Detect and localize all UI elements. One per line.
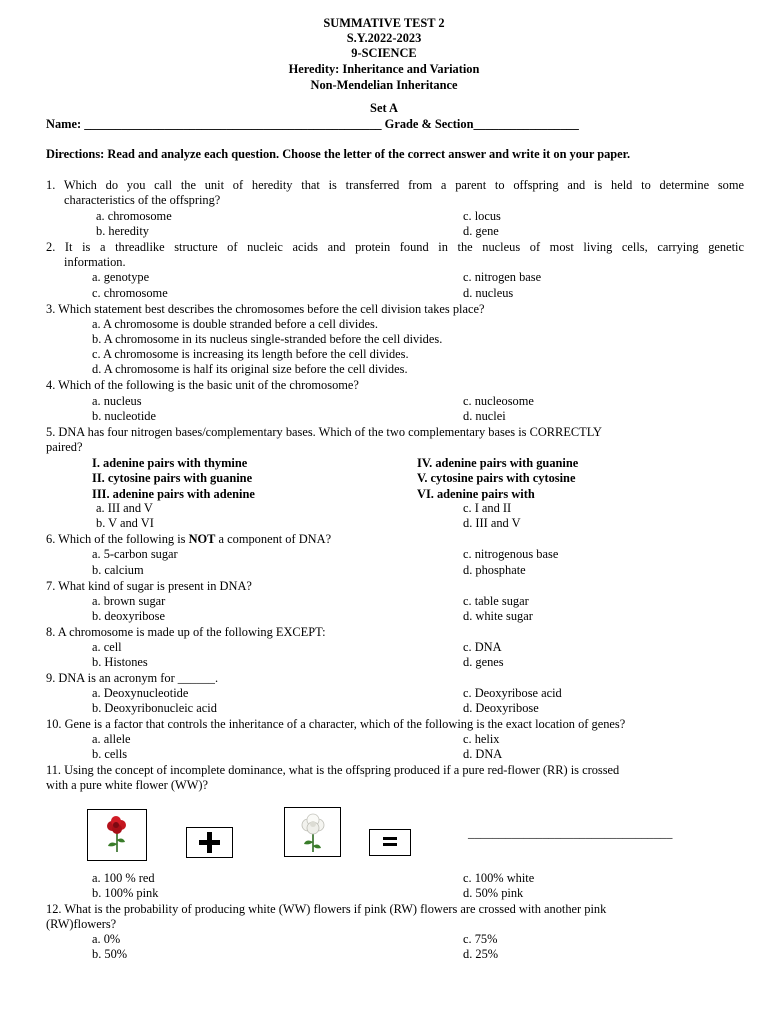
q10-option-c: c. helix xyxy=(463,732,500,746)
q2-option-d: d. nucleus xyxy=(463,286,514,300)
q5-item-iii: III. adenine pairs with adenine xyxy=(92,487,255,501)
q12-option-a: a. 0% xyxy=(92,932,121,946)
q11-answer-blank: _________________________________ xyxy=(468,826,673,840)
q5-item-i: I. adenine pairs with thymine xyxy=(92,456,248,470)
q5-item-ii: II. cytosine pairs with guanine xyxy=(92,471,253,485)
q5-option-c: c. I and II xyxy=(463,501,512,515)
q9-option-a: a. Deoxynucleotide xyxy=(92,686,189,700)
q10-text: 10. Gene is a factor that controls the inheritance of a character, which of the following is the exact location of genes? xyxy=(46,717,626,731)
q1-option-b: b. heredity xyxy=(96,224,149,238)
q3-option-a: a. A chromosome is double stranded before a cell divides. xyxy=(92,317,378,331)
q6-option-d: d. phosphate xyxy=(463,563,526,577)
q6-text-bold: NOT xyxy=(188,532,216,546)
subtopic: Non-Mendelian Inheritance xyxy=(310,78,458,92)
q6-text-pre: 6. Which of the following is xyxy=(46,532,189,546)
q8-text: 8. A chromosome is made up of the following EXCEPT: xyxy=(46,625,326,639)
q1-option-c: c. locus xyxy=(463,209,501,223)
q7-text: 7. What kind of sugar is present in DNA? xyxy=(46,579,252,593)
q4-option-a: a. nucleus xyxy=(92,394,142,408)
q8-option-d: d. genes xyxy=(463,655,504,669)
red-flower-box xyxy=(87,809,147,861)
q7-option-c: c. table sugar xyxy=(463,594,529,608)
q5-text-line2: paired? xyxy=(46,440,83,454)
q3-option-c: c. A chromosome is increasing its length before the cell divides. xyxy=(92,347,409,361)
q12-option-b: b. 50% xyxy=(92,947,128,961)
q6-option-c: c. nitrogenous base xyxy=(463,547,559,561)
q2-option-b: c. chromosome xyxy=(92,286,168,300)
q11-option-b: b. 100% pink xyxy=(92,886,159,900)
q8-option-a: a. cell xyxy=(92,640,122,654)
q2-option-a: a. genotype xyxy=(92,270,150,284)
q7-option-d: d. white sugar xyxy=(463,609,533,623)
q10-option-d: d. DNA xyxy=(463,747,503,761)
q3-option-b: b. A chromosome in its nucleus single-stranded before the cell divides. xyxy=(92,332,443,346)
plus-icon xyxy=(187,828,232,857)
q12-text-line2: (RW)flowers? xyxy=(46,917,117,931)
equals-box xyxy=(369,829,411,856)
q11-text-line1: 11. Using the concept of incomplete dominance, what is the offspring produced if a pure red-flower (RR) is crossed xyxy=(46,763,620,777)
q11-option-a: a. 100 % red xyxy=(92,871,155,885)
q2-text-line2: information. xyxy=(64,255,126,269)
q4-option-b: b. nucleotide xyxy=(92,409,156,423)
q9-option-d: d. Deoxyribose xyxy=(463,701,539,715)
school-year: S.Y.2022-2023 xyxy=(346,31,422,45)
directions: Directions: Read and analyze each question. Choose the letter of the correct answer and write it on your paper. xyxy=(46,147,631,161)
red-rose-icon xyxy=(88,810,146,860)
q7-option-a: a. brown sugar xyxy=(92,594,166,608)
q11-option-c: c. 100% white xyxy=(463,871,535,885)
q12-text-line1: 12. What is the probability of producing white (WW) flowers if pink (RW) flowers are crossed with another pink xyxy=(46,902,607,916)
q6-text-post: a component of DNA? xyxy=(215,532,332,546)
q12-option-c: c. 75% xyxy=(463,932,498,946)
q11-option-d: d. 50% pink xyxy=(463,886,524,900)
q4-option-d: d. nuclei xyxy=(463,409,506,423)
white-flower-box xyxy=(284,807,341,857)
q5-option-a: a. III and V xyxy=(96,501,153,515)
q8-option-c: c. DNA xyxy=(463,640,502,654)
q10-option-b: b. cells xyxy=(92,747,128,761)
q4-text: 4. Which of the following is the basic unit of the chromosome? xyxy=(46,378,359,392)
q10-option-a: a. allele xyxy=(92,732,131,746)
white-rose-icon xyxy=(285,808,340,856)
q2-text-line1: 2. It is a threadlike structure of nucleic acids and protein found in the nucleus of most living cells, carrying genetic xyxy=(46,240,744,254)
q3-text: 3. Which statement best describes the chromosomes before the cell division takes place? xyxy=(46,302,485,316)
name-grade-line xyxy=(46,117,579,132)
q6-option-a: a. 5-carbon sugar xyxy=(92,547,178,561)
q5-item-v: V. cytosine pairs with cytosine xyxy=(417,471,576,485)
q2-option-c: c. nitrogen base xyxy=(463,270,542,284)
q5-option-b: b. V and VI xyxy=(96,516,154,530)
q1-text-line1: 1. Which do you call the unit of heredity that is transferred from a parent to offspring and is held to determine some xyxy=(46,178,744,192)
q5-item-vi: VI. adenine pairs with xyxy=(417,487,535,501)
q5-option-d: d. III and V xyxy=(463,516,521,530)
q7-option-b: b. deoxyribose xyxy=(92,609,165,623)
topic: Heredity: Inheritance and Variation xyxy=(288,62,480,76)
q6-text xyxy=(46,532,331,547)
q1-option-d: d. gene xyxy=(463,224,499,238)
q9-option-c: c. Deoxyribose acid xyxy=(463,686,562,700)
test-title: SUMMATIVE TEST 2 xyxy=(323,16,445,30)
equals-icon xyxy=(370,830,410,855)
q8-option-b: b. Histones xyxy=(92,655,148,669)
plus-box xyxy=(186,827,233,858)
q11-text-line2: with a pure white flower (WW)? xyxy=(46,778,209,792)
q4-option-c: c. nucleosome xyxy=(463,394,534,408)
q5-text-line1: 5. DNA has four nitrogen bases/complementary bases. Which of the two complementary bases is CORRECTLY xyxy=(46,425,602,439)
q12-option-d: d. 25% xyxy=(463,947,499,961)
grade-section-blank: _________________ xyxy=(473,117,579,131)
name-blank: ________________________________________________ xyxy=(84,117,382,131)
q5-item-iv: IV. adenine pairs with guanine xyxy=(417,456,579,470)
q3-option-d: d. A chromosome is half its original size before the cell divides. xyxy=(92,362,408,376)
name-label: Name: xyxy=(46,117,85,131)
q1-text-line2: characteristics of the offspring? xyxy=(64,193,221,207)
subject: 9-SCIENCE xyxy=(351,46,417,60)
q9-text: 9. DNA is an acronym for ______. xyxy=(46,671,219,685)
grade-section-label: Grade & Section xyxy=(381,117,474,131)
set-label: Set A xyxy=(370,101,398,115)
q1-option-a: a. chromosome xyxy=(96,209,172,223)
q6-option-b: b. calcium xyxy=(92,563,144,577)
q9-option-b: b. Deoxyribonucleic acid xyxy=(92,701,217,715)
